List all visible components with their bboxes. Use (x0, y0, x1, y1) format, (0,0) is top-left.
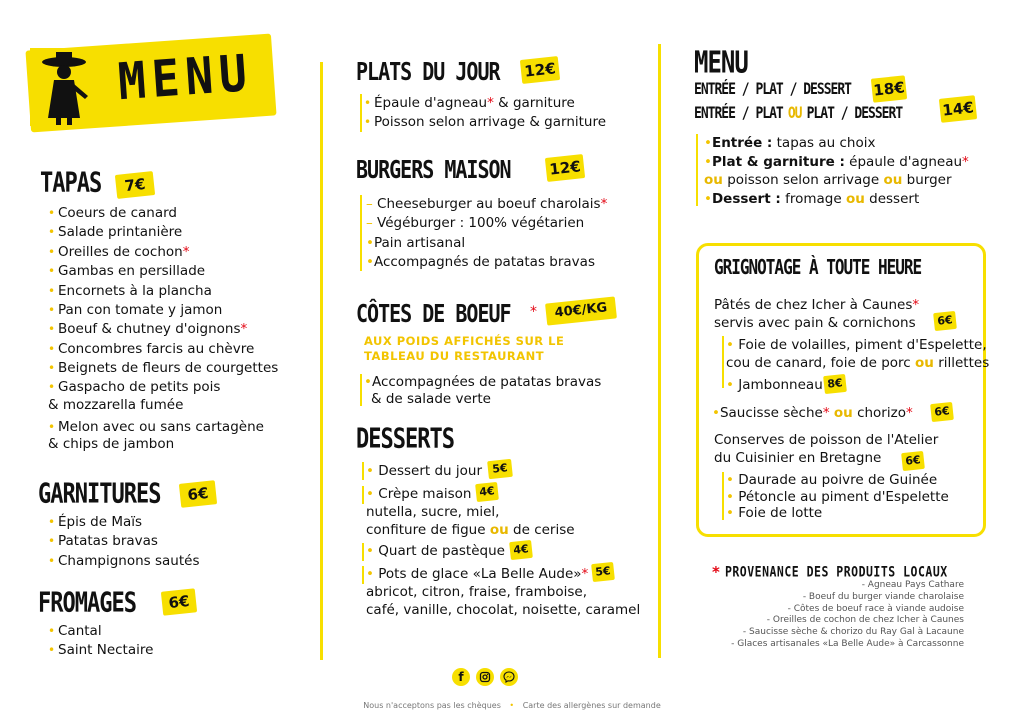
list-item: • Champignons sautés (46, 552, 200, 571)
plats-title: PLATS DU JOUR (356, 56, 500, 86)
menu-14-price-tag: 14€ (939, 95, 977, 123)
list-item: • Daurade au poivre de Guinée (726, 472, 938, 488)
star-marker: * (530, 304, 537, 320)
cotes-price-tag (545, 296, 617, 325)
list-item: • Melon avec ou sans cartagène (46, 418, 264, 437)
list-item: • Épis de Maïs (46, 513, 200, 532)
cowboy-figure-icon (30, 48, 98, 126)
list-item: • Beignets de fleurs de courgettes (46, 359, 278, 378)
list-item: • Salade printanière (46, 223, 278, 242)
tapas-price-tag (115, 171, 155, 199)
plats-price: 12€ (523, 59, 557, 81)
list-item: • Foie de lotte (726, 505, 823, 521)
list-item-continuation: & mozzarella fumée (48, 397, 184, 413)
list-item: •Plat & garniture : épaule d'agneau* (704, 153, 969, 170)
burgers-title: BURGERS MAISON (356, 154, 511, 184)
bracket-line (362, 543, 364, 561)
menu-formula-title: MENU (694, 45, 748, 80)
cotes-list (364, 374, 601, 408)
list-item: • Gambas en persillade (46, 262, 278, 281)
dessert-jour-price-tag: 5€ (487, 459, 513, 479)
facebook-icon[interactable]: f (452, 668, 470, 686)
list-item: - Glaces artisanales «La Belle Aude» à Carcassonne (731, 638, 964, 649)
dessert-item: • Crèpe maison (366, 486, 472, 502)
bracket-line (696, 134, 698, 206)
dessert-detail: abricot, citron, fraise, framboise, (366, 584, 588, 600)
desserts-title: DESSERTS (356, 423, 454, 455)
dessert-item: • Quart de pastèque (366, 543, 505, 559)
list-item: - Boeuf du burger viande charolaise (802, 591, 964, 602)
list-item: - Oreilles de cochon de chez Icher à Caunes (766, 615, 964, 626)
fromages-title: FROMAGES (38, 587, 136, 619)
cotes-title: CÔTES DE BOEUF (356, 298, 511, 328)
bracket-line (722, 472, 724, 520)
provenance-list (731, 580, 964, 651)
list-item: •Pain artisanal (366, 234, 466, 251)
dessert-item: • Pots de glace «La Belle Aude»* (366, 566, 589, 582)
menu-formula-details (704, 134, 969, 208)
burgers-price-tag (545, 154, 585, 182)
grignotage-conserves: Conserves de poisson de l'Atelier du Cuisinier en Bretagne (714, 432, 939, 466)
garnitures-title: GARNITURES (38, 478, 161, 510)
list-item: – Végéburger : 100% végétarien (366, 215, 585, 232)
grignotage-jambonneau: • Jambonneau (726, 377, 823, 393)
bracket-line (360, 195, 362, 271)
messenger-icon[interactable] (500, 668, 518, 686)
saucisse-price-tag: 6€ (930, 402, 954, 422)
grignotage-poissons (726, 472, 949, 522)
list-item: • Oreilles de cochon* (46, 243, 278, 262)
list-item: • Coeurs de canard (46, 204, 278, 223)
grignotage-pates: Pâtés de chez Icher à Caunes* servis avec pain & cornichons (714, 297, 920, 331)
list-item: • Épaule d'agneau* & garniture (362, 94, 606, 113)
dessert-detail: nutella, sucre, miel, (366, 504, 500, 520)
list-item: • Concombres farcis au chèvre (46, 340, 278, 359)
logo-title: MENU (116, 42, 255, 112)
garnitures-price-tag (179, 480, 217, 508)
bracket-line (362, 462, 364, 480)
list-item-continuation: & chips de jambon (48, 436, 175, 452)
cotes-subtitle: AUX POIDS AFFICHÉS SUR LE TABLEAU DU RESTAURANT (364, 334, 565, 363)
list-item: – Cheeseburger au boeuf charolais* (366, 196, 608, 212)
footer-notes: Nous n'acceptons pas les chèques • Carte des allergènes sur demande (363, 701, 661, 710)
list-item: • Boeuf & chutney d'oignons* (46, 320, 278, 339)
tapas-title: TAPAS (40, 167, 102, 199)
glace-price-tag: 5€ (591, 562, 615, 582)
social-icons (452, 668, 518, 686)
dessert-item: • Dessert du jour (366, 463, 483, 479)
list-item: •Accompagnés de patatas bravas (366, 254, 595, 271)
list-item: • Pan con tomate y jamon (46, 301, 278, 320)
column-divider (658, 44, 661, 658)
garnitures-price: 6€ (186, 483, 210, 505)
menu-formula-line2: ENTRÉE / PLAT OU PLAT / DESSERT (694, 104, 903, 123)
list-item: - Côtes de boeuf race à viande audoise (787, 603, 964, 614)
instagram-icon[interactable] (476, 668, 494, 686)
conserves-price-tag: 6€ (901, 451, 925, 471)
grignotage-foie: • Foie de volailles, piment d'Espelette, cou de canard, foie de porc ou rillettes (726, 337, 990, 371)
fromages-price: 6€ (167, 591, 191, 613)
list-item: ou poisson selon arrivage ou burger (704, 172, 952, 188)
grignotage-saucisse: •Saucisse sèche* ou chorizo* (712, 405, 913, 421)
fromages-price-tag (161, 588, 197, 615)
dessert-detail: confiture de figue ou de cerise (366, 522, 575, 538)
garnitures-list (46, 513, 200, 571)
burgers-list (366, 195, 607, 273)
crepe-price-tag: 4€ (475, 482, 499, 502)
list-item: • Encornets à la plancha (46, 282, 278, 301)
list-item: - Agneau Pays Cathare (861, 580, 964, 590)
pasteque-price-tag: 4€ (509, 540, 533, 560)
list-item: • Patatas bravas (46, 532, 200, 551)
list-item: • Cantal (46, 622, 153, 641)
bracket-line (362, 566, 364, 584)
list-item: • Pétoncle au piment d'Espelette (726, 488, 949, 505)
list-item: • Poisson selon arrivage & garniture (362, 113, 606, 132)
menu-formula-line1: ENTRÉE / PLAT / DESSERT (694, 80, 852, 99)
bracket-line (362, 486, 364, 504)
bracket-line (722, 336, 724, 388)
list-item: •Dessert : fromage ou dessert (704, 190, 920, 207)
list-item: • Saint Nectaire (46, 641, 153, 660)
menu-18-price-tag: 18€ (871, 75, 907, 102)
burgers-price: 12€ (548, 157, 582, 179)
pates-price-tag: 6€ (933, 311, 957, 331)
dessert-detail: café, vanille, chocolat, noisette, caramel (366, 602, 641, 618)
list-item: •Accompagnées de patatas bravas (364, 374, 602, 390)
jambonneau-price-tag: 8€ (823, 374, 847, 394)
list-item: & de salade verte (371, 391, 491, 407)
column-divider (320, 62, 323, 660)
tapas-list-2 (46, 418, 264, 437)
plats-price-tag (520, 56, 560, 84)
plats-list (362, 94, 606, 133)
cotes-price: 40€/KG (553, 300, 608, 321)
list-item: • Gaspacho de petits pois (46, 379, 278, 395)
list-item: - Saucisse sèche & chorizo du Ray Gal à Lacaune (742, 627, 964, 638)
list-item: •Entrée : tapas au choix (704, 135, 876, 151)
tapas-price: 7€ (123, 174, 147, 196)
tapas-list (46, 204, 278, 395)
provenance-title: * PROVENANCE DES PRODUITS LOCAUX (712, 562, 948, 581)
bracket-line (360, 374, 362, 406)
grignotage-title: GRIGNOTAGE À TOUTE HEURE (714, 255, 922, 279)
fromages-list (46, 622, 153, 661)
